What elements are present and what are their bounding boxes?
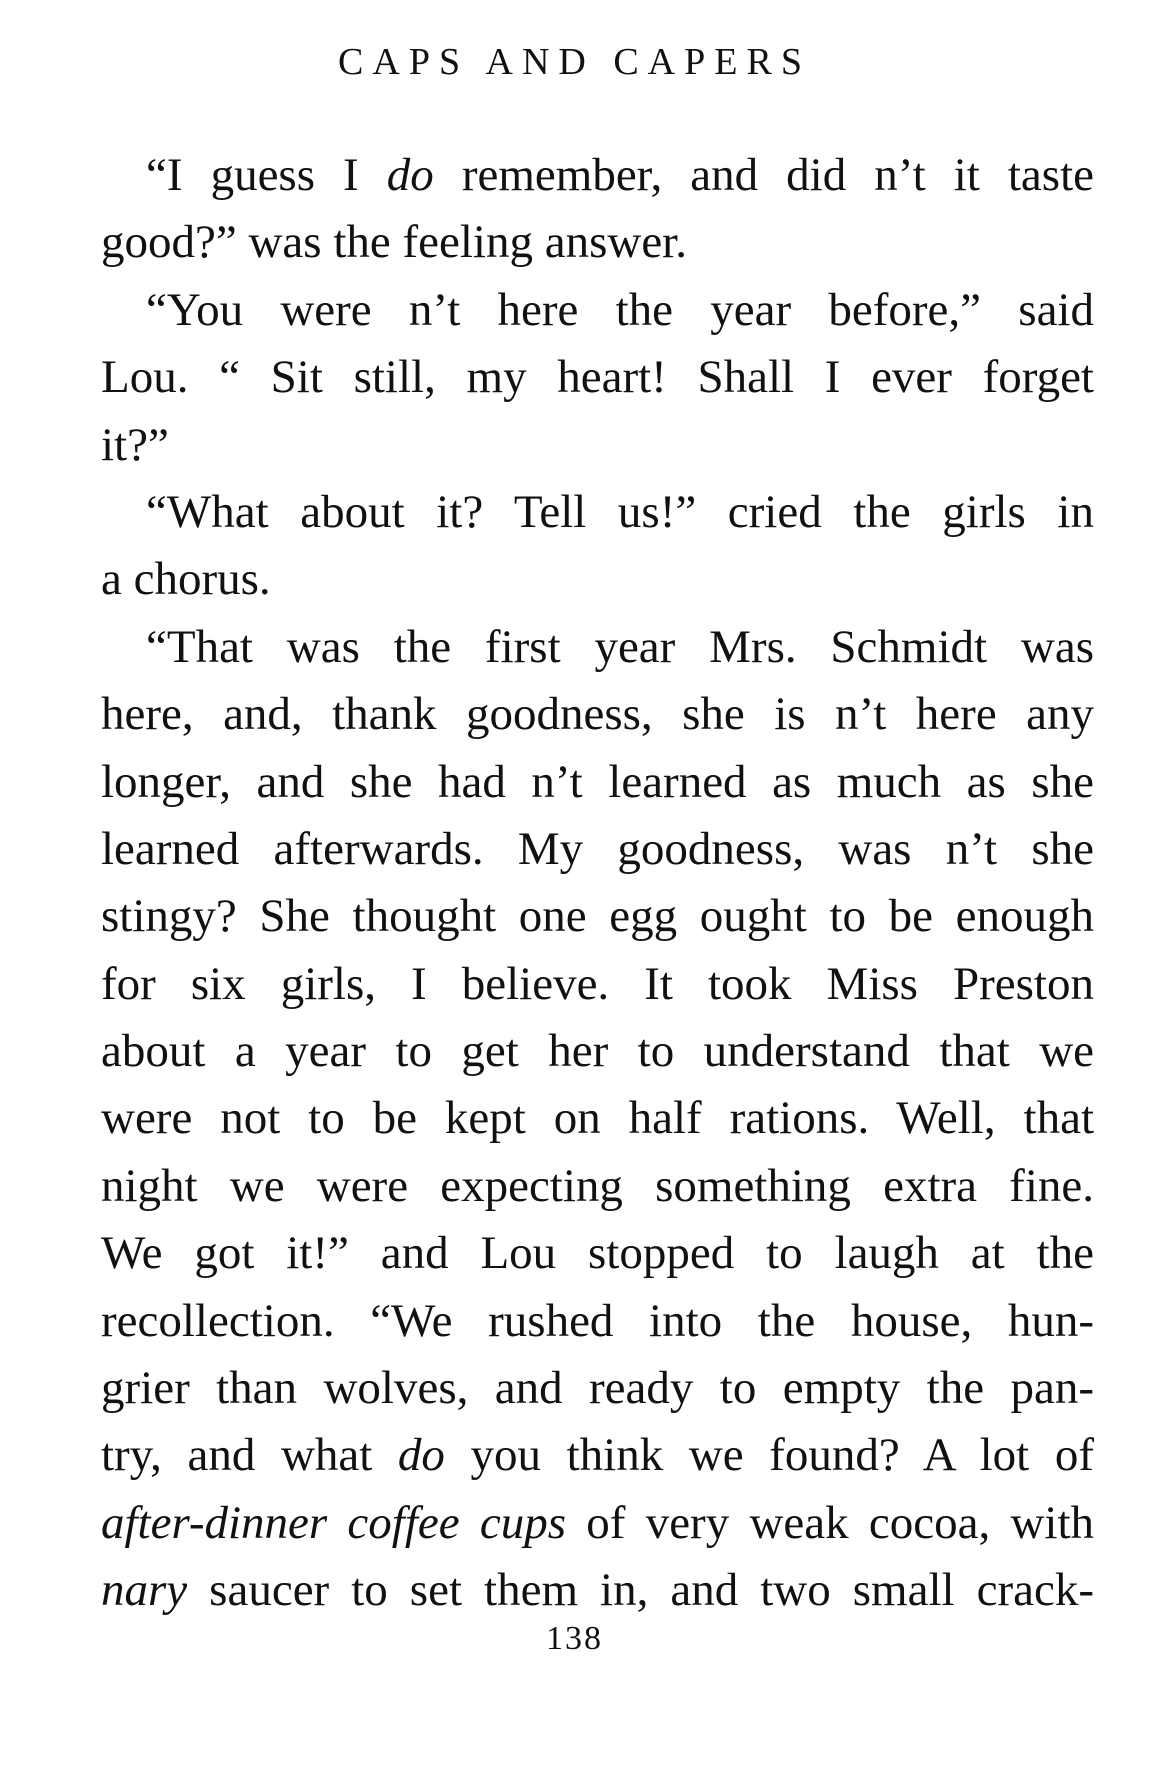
text-line — [101, 1557, 1094, 1624]
text-line — [101, 277, 1094, 344]
text-line — [101, 614, 1094, 681]
text-line — [101, 1220, 1094, 1287]
text-run: saucer to set them in, and two small crack- — [187, 1564, 1094, 1617]
italic-text: do — [386, 149, 434, 201]
text-line — [101, 142, 1094, 209]
text-run: you think we found? A lot of — [444, 1429, 1094, 1482]
text-run: remember, and did n’t it taste — [433, 149, 1094, 201]
text-run: good?” was the feeling answer. — [101, 216, 687, 269]
text-run: were not to be kept on half rations. Well, that — [101, 1092, 1094, 1145]
text-line — [101, 1085, 1094, 1152]
text-line — [101, 681, 1094, 748]
text-run: it?” — [101, 418, 169, 471]
text-line — [101, 1018, 1094, 1085]
text-line — [101, 209, 1094, 276]
text-run: “That was the first year Mrs. Schmidt was — [146, 620, 1094, 673]
text-run: here, and, thank goodness, she is n’t here any — [101, 688, 1094, 741]
text-line — [101, 1153, 1094, 1220]
text-line — [101, 479, 1094, 546]
text-run: learned afterwards. My goodness, was n’t she — [101, 822, 1094, 875]
italic-text: nary — [101, 1564, 188, 1617]
text-run: longer, and she had n’t learned as much as she — [101, 755, 1094, 808]
text-line — [101, 344, 1094, 411]
text-line — [101, 1490, 1094, 1557]
italic-text: do — [397, 1429, 445, 1482]
running-head: CAPS AND CAPERS — [338, 41, 811, 83]
text-line — [101, 1355, 1094, 1422]
text-run: of very weak cocoa, with — [566, 1496, 1095, 1549]
text-line — [101, 546, 1094, 613]
text-line — [101, 749, 1094, 816]
text-run: “What about it? Tell us!” cried the girls in — [146, 485, 1094, 538]
text-run: for six girls, I believe. It took Miss Preston — [101, 957, 1094, 1010]
page-body — [101, 142, 1094, 1625]
text-run: recollection. “We rushed into the house, hun- — [101, 1294, 1094, 1347]
text-run: night we were expecting something extra fine. — [101, 1159, 1094, 1212]
text-line — [101, 1288, 1094, 1355]
text-line — [101, 1422, 1094, 1489]
text-run: “You were n’t here the year before,” said — [146, 283, 1094, 336]
text-run: a chorus. — [101, 553, 271, 606]
text-run: We got it!” and Lou stopped to laugh at the — [101, 1227, 1094, 1280]
page-number: 138 — [546, 1620, 603, 1657]
text-run: grier than wolves, and ready to empty the pan- — [101, 1362, 1094, 1415]
text-line — [101, 816, 1094, 883]
text-line — [101, 883, 1094, 950]
text-run: try, and what — [101, 1429, 398, 1482]
text-run: “I guess I — [146, 149, 387, 201]
text-line — [101, 412, 1094, 479]
text-run: Lou. “ Sit still, my heart! Shall I ever forget — [101, 351, 1094, 404]
italic-text: after-dinner coffee cups — [101, 1496, 567, 1549]
text-run: stingy? She thought one egg ought to be enough — [101, 890, 1094, 943]
text-line — [101, 951, 1094, 1018]
text-run: about a year to get her to understand that we — [101, 1025, 1094, 1078]
